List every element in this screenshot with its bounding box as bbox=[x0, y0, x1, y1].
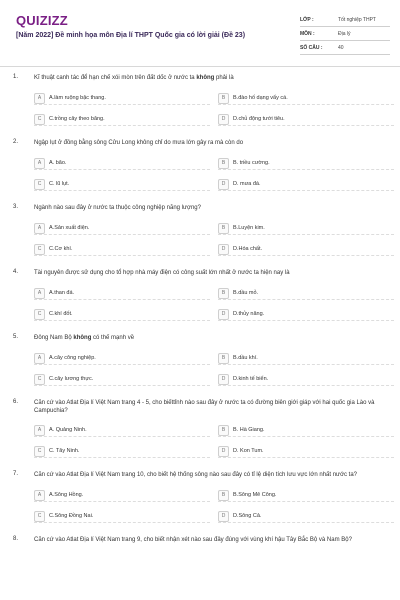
option-letter-box: D bbox=[218, 179, 229, 190]
option-letter-box: A bbox=[34, 223, 45, 234]
question-text: Đông Nam Bộ không có thế mạnh về bbox=[34, 335, 135, 341]
answer-options bbox=[34, 287, 388, 321]
answer-option-d[interactable] bbox=[218, 445, 394, 458]
worksheet-title: [Năm 2022] Đề minh họa môn Địa lí THPT Quốc gia có lời giải (Đề 23) bbox=[16, 32, 246, 39]
answer-option-a[interactable] bbox=[34, 222, 210, 235]
option-text: D.Hóa chất. bbox=[233, 246, 263, 252]
option-text: D. mưa đá. bbox=[233, 181, 261, 187]
option-letter-box: C bbox=[34, 374, 45, 385]
question-item bbox=[0, 204, 400, 256]
option-letter-box: C bbox=[34, 244, 45, 255]
answer-option-a[interactable] bbox=[34, 157, 210, 170]
answer-option-d[interactable] bbox=[218, 308, 394, 321]
option-letter-box: C bbox=[34, 511, 45, 522]
meta-key: MÔN : bbox=[300, 30, 315, 37]
option-text: C. Tây Ninh. bbox=[49, 448, 80, 454]
option-letter-box: B bbox=[218, 490, 229, 501]
question-spacer bbox=[0, 386, 400, 399]
question-number: 7. bbox=[13, 471, 19, 477]
option-text: A.cây công nghiệp. bbox=[49, 355, 96, 361]
question-list bbox=[0, 74, 400, 558]
answer-options bbox=[34, 489, 388, 523]
question-item bbox=[0, 334, 400, 386]
answer-option-b[interactable] bbox=[218, 489, 394, 502]
question-item bbox=[0, 139, 400, 191]
option-text: C.trồng cây theo băng. bbox=[49, 116, 105, 122]
option-text: C. lũ lụt. bbox=[49, 181, 70, 187]
meta-key: SỐ CÂU : bbox=[300, 44, 323, 51]
option-letter-box: D bbox=[218, 374, 229, 385]
answer-option-d[interactable] bbox=[218, 178, 394, 191]
question-text: Căn cứ vào Atlat Địa lí Việt Nam trang 10, cho biết hệ thống sông nào sau đây có tỉ lệ diện tích lưu vực lớn nhất nước ta? bbox=[34, 472, 358, 478]
option-letter-box: D bbox=[218, 244, 229, 255]
question-item bbox=[0, 536, 400, 545]
question-item bbox=[0, 74, 400, 126]
option-text: B.dầu mỏ. bbox=[233, 290, 259, 296]
option-text: B. Hà Giang. bbox=[233, 427, 265, 433]
worksheet-meta bbox=[300, 13, 390, 55]
option-text: A.than đá. bbox=[49, 290, 75, 296]
question-item bbox=[0, 399, 400, 458]
option-text: A.Sản xuất điện. bbox=[49, 225, 90, 231]
question-number: 6. bbox=[13, 399, 19, 405]
option-letter-box: C bbox=[34, 179, 45, 190]
option-text: C.khí đốt. bbox=[49, 311, 73, 317]
meta-key: LỚP : bbox=[300, 16, 314, 23]
question-text: Ngành nào sau đây ở nước ta thuộc công nghiệp năng lượng? bbox=[34, 205, 201, 211]
answer-options bbox=[34, 352, 388, 386]
question-text: Ngập lụt ở đồng bằng sông Cửu Long không chỉ do mưa lớn gây ra mà còn do bbox=[34, 140, 244, 146]
answer-option-d[interactable] bbox=[218, 510, 394, 523]
question-spacer bbox=[0, 458, 400, 471]
option-letter-box: B bbox=[218, 425, 229, 436]
answer-option-a[interactable] bbox=[34, 424, 210, 437]
meta-value: Địa lý bbox=[338, 30, 351, 37]
answer-option-c[interactable] bbox=[34, 445, 210, 458]
option-letter-box: A bbox=[34, 288, 45, 299]
meta-row-subject bbox=[300, 27, 390, 41]
option-letter-box: A bbox=[34, 490, 45, 501]
option-text: B. triều cường. bbox=[233, 160, 270, 166]
answer-option-c[interactable] bbox=[34, 113, 210, 126]
option-letter-box: A bbox=[34, 93, 45, 104]
option-letter-box: A bbox=[34, 158, 45, 169]
meta-value: Tốt nghiệp THPT bbox=[338, 16, 376, 23]
meta-row-question-count bbox=[300, 41, 390, 55]
question-text: Tài nguyên được sử dụng cho tổ hợp nhà máy điện có công suất lớn nhất ở nước ta hiện nay là bbox=[34, 270, 290, 276]
answer-option-b[interactable] bbox=[218, 287, 394, 300]
option-text: B.đào hố dạng vẩy cá. bbox=[233, 95, 288, 101]
answer-option-b[interactable] bbox=[218, 92, 394, 105]
answer-option-a[interactable] bbox=[34, 92, 210, 105]
option-letter-box: D bbox=[218, 309, 229, 320]
option-letter-box: D bbox=[218, 114, 229, 125]
option-letter-box: D bbox=[218, 446, 229, 457]
question-item bbox=[0, 471, 400, 523]
option-letter-box: B bbox=[218, 288, 229, 299]
meta-value: 40 bbox=[338, 44, 344, 51]
option-text: A.làm ruộng bậc thang. bbox=[49, 95, 106, 101]
option-text: A. bão. bbox=[49, 160, 67, 166]
answer-option-c[interactable] bbox=[34, 308, 210, 321]
answer-options bbox=[34, 424, 388, 458]
answer-option-a[interactable] bbox=[34, 287, 210, 300]
option-text: D.chủ động tưới tiêu. bbox=[233, 116, 285, 122]
option-letter-box: B bbox=[218, 353, 229, 364]
question-spacer bbox=[0, 126, 400, 139]
option-text: C.Sông Đồng Nai. bbox=[49, 513, 94, 519]
answer-option-c[interactable] bbox=[34, 178, 210, 191]
answer-option-d[interactable] bbox=[218, 113, 394, 126]
answer-options bbox=[34, 222, 388, 256]
question-number: 3. bbox=[13, 204, 19, 210]
answer-option-c[interactable] bbox=[34, 510, 210, 523]
question-number: 4. bbox=[13, 269, 19, 275]
question-spacer bbox=[0, 191, 400, 204]
question-item bbox=[0, 269, 400, 321]
option-text: B.dầu khí. bbox=[233, 355, 258, 361]
answer-option-d[interactable] bbox=[218, 373, 394, 386]
question-spacer bbox=[0, 256, 400, 269]
answer-option-b[interactable] bbox=[218, 352, 394, 365]
option-text: C.cây lương thực. bbox=[49, 376, 94, 382]
question-spacer bbox=[0, 523, 400, 536]
option-letter-box: A bbox=[34, 353, 45, 364]
answer-option-c[interactable] bbox=[34, 243, 210, 256]
question-spacer bbox=[0, 545, 400, 558]
answer-options bbox=[34, 157, 388, 191]
question-number: 8. bbox=[13, 536, 19, 542]
answer-option-b[interactable] bbox=[218, 424, 394, 437]
answer-option-b[interactable] bbox=[218, 157, 394, 170]
option-letter-box: C bbox=[34, 446, 45, 457]
question-number: 1. bbox=[13, 74, 19, 80]
meta-row-class bbox=[300, 13, 390, 27]
option-letter-box: D bbox=[218, 511, 229, 522]
worksheet-header bbox=[0, 0, 400, 66]
question-number: 5. bbox=[13, 334, 19, 340]
option-letter-box: C bbox=[34, 309, 45, 320]
header-divider bbox=[0, 66, 400, 67]
question-spacer bbox=[0, 321, 400, 334]
question-text: Căn cứ vào Atlat Địa lí Việt Nam trang 9, cho biết nhận xét nào sau đây đúng với vùng khí hậu Tây Bắc Bộ và Nam Bộ? bbox=[34, 537, 352, 543]
option-letter-box: B bbox=[218, 158, 229, 169]
question-text: Căn cứ vào Atlat Địa lí Việt Nam trang 4 - 5, cho biếttỉnh nào sau đây ở nước ta có đường biên giới giáp với hai quốc gia Lào và Campuchia? bbox=[34, 400, 375, 414]
answer-options bbox=[34, 92, 388, 126]
option-text: B.Sông Mê Công. bbox=[233, 492, 277, 498]
answer-option-c[interactable] bbox=[34, 373, 210, 386]
answer-option-a[interactable] bbox=[34, 489, 210, 502]
option-text: A. Quảng Ninh. bbox=[49, 427, 87, 433]
quizizz-logo: QUIZIZZ bbox=[16, 13, 68, 28]
option-letter-box: B bbox=[218, 93, 229, 104]
option-text: A.Sông Hồng. bbox=[49, 492, 84, 498]
option-letter-box: A bbox=[34, 425, 45, 436]
option-letter-box: B bbox=[218, 223, 229, 234]
option-text: D.kinh tế biển. bbox=[233, 376, 269, 382]
option-text: D. Kon Tum. bbox=[233, 448, 264, 454]
option-text: B.Luyện kim. bbox=[233, 225, 265, 231]
option-letter-box: C bbox=[34, 114, 45, 125]
option-text: C.Cơ khí. bbox=[49, 246, 73, 252]
option-text: D.thủy năng. bbox=[233, 311, 265, 317]
option-text: D.Sông Cả. bbox=[233, 513, 262, 519]
question-number: 2. bbox=[13, 139, 19, 145]
question-text: Kĩ thuật canh tác để hạn chế xói mòn trên đất dốc ở nước ta không phải là bbox=[34, 75, 234, 81]
answer-option-b[interactable] bbox=[218, 222, 394, 235]
answer-option-d[interactable] bbox=[218, 243, 394, 256]
answer-option-a[interactable] bbox=[34, 352, 210, 365]
